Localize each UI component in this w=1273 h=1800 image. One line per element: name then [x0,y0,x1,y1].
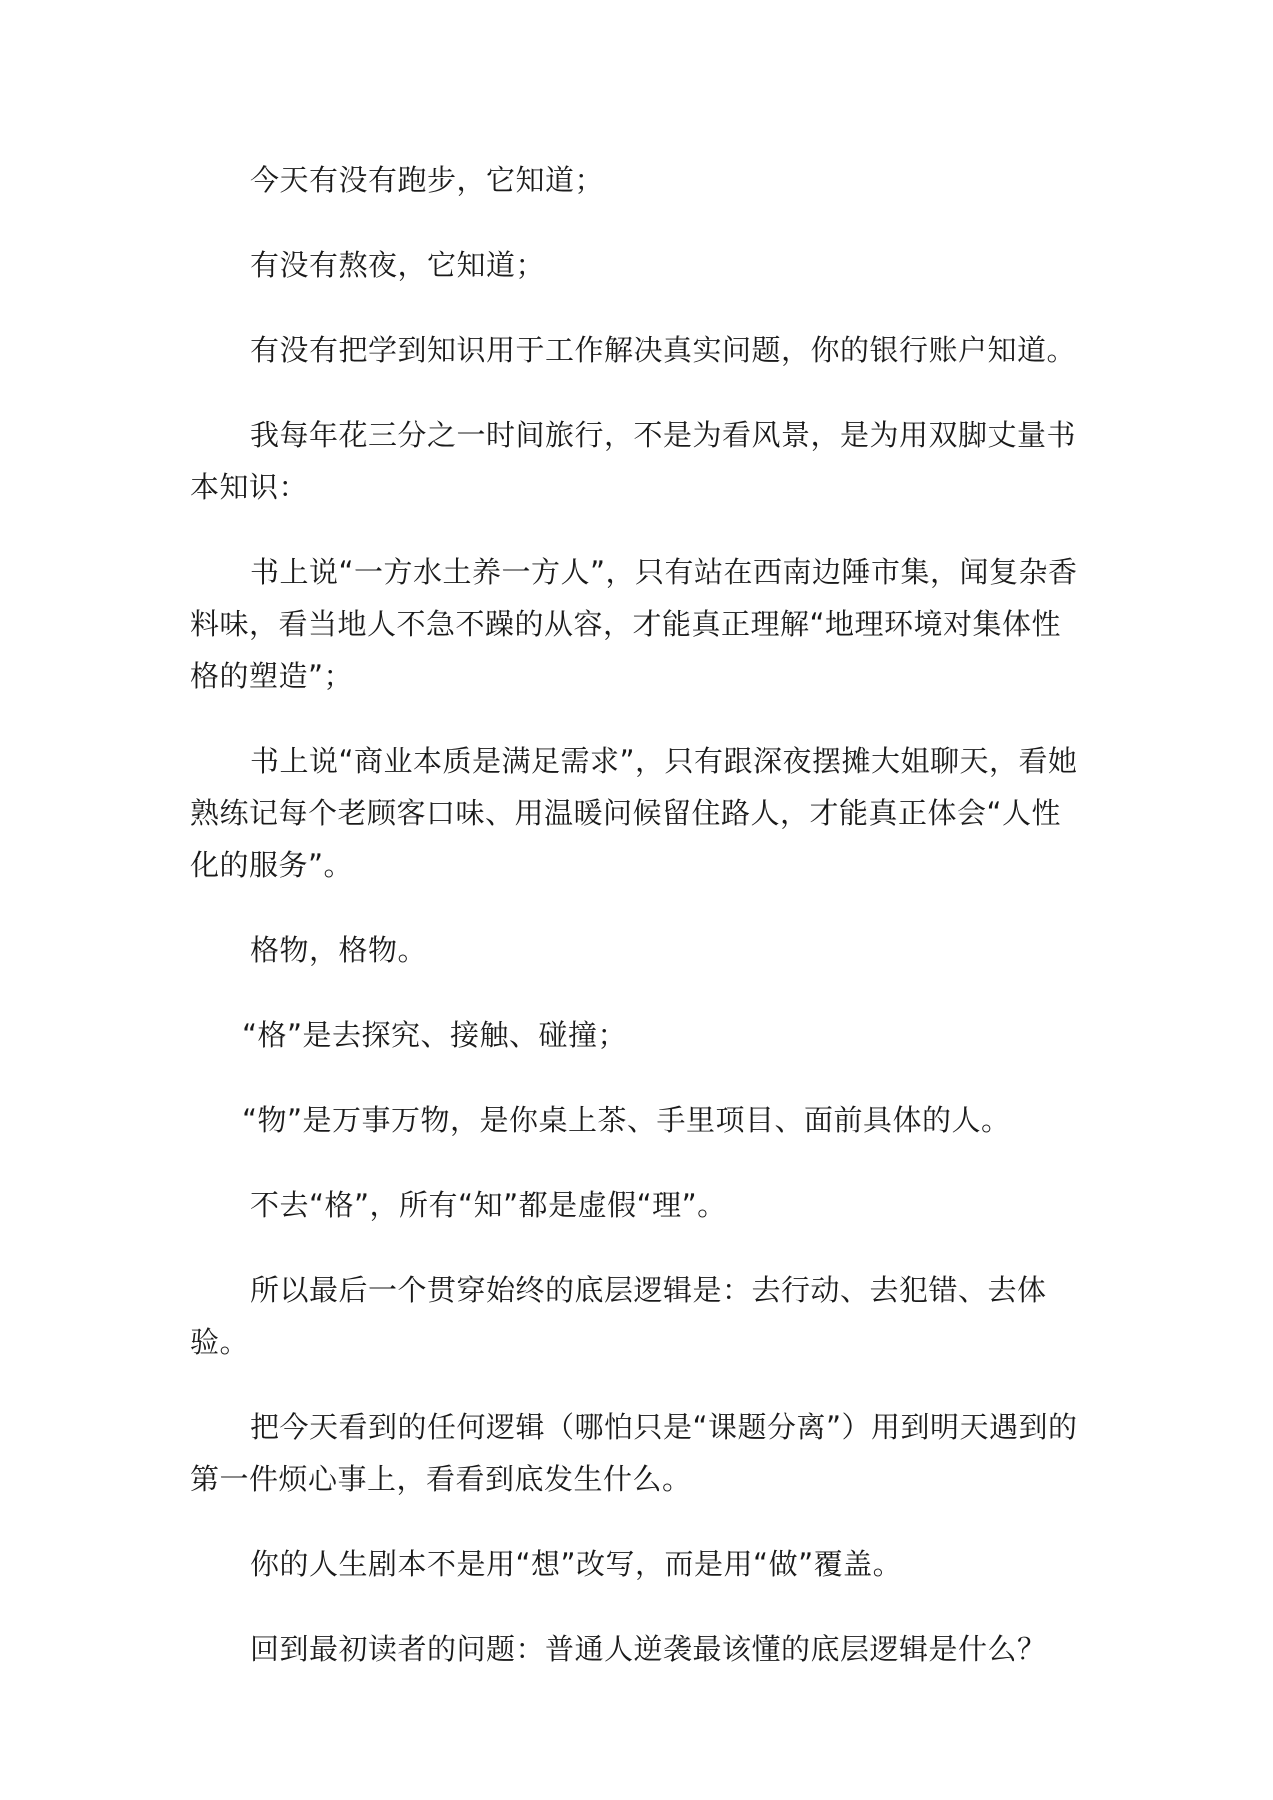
paragraph-11: 所以最后一个贯穿始终的底层逻辑是：去行动、去犯错、去体验。 [190,1273,1047,1359]
document-body [190,154,1080,1708]
paragraph-5: 书上说“一方水土养一方人”，只有站在西南边陲市集，闻复杂香料味，看当地人不急不躁的从容，才能真正理解“地理环境对集体性格的塑造”； [190,555,1078,693]
paragraph-6: 书上说“商业本质是满足需求”，只有跟深夜摆摊大姐聊天，看她熟练记每个老顾客口味、用温暖问候留住路人，才能真正体会“人性化的服务”。 [190,744,1078,882]
paragraph-2: 有没有熬夜，它知道； [250,248,546,282]
paragraph-14: 回到最初读者的问题：普通人逆袭最该懂的底层逻辑是什么？ [250,1632,1047,1666]
paragraph-10: 不去“格”，所有“知”都是虚假“理”。 [250,1188,727,1222]
paragraph-4: 我每年花三分之一时间旅行，不是为看风景，是为用双脚丈量书本知识： [190,418,1077,504]
paragraph-1: 今天有没有跑步，它知道； [250,163,605,197]
paragraph-3: 有没有把学到知识用于工作解决真实问题，你的银行账户知道。 [250,333,1077,367]
paragraph-7: 格物，格物。 [250,933,428,967]
paragraph-13: 你的人生剧本不是用“想”改写，而是用“做”覆盖。 [250,1547,903,1581]
paragraph-12: 把今天看到的任何逻辑（哪怕只是“课题分离”）用到明天遇到的第一件烦心事上，看看到底发生什么。 [190,1410,1078,1496]
paragraph-9: “物”是万事万物，是你桌上茶、手里项目、面前具体的人。 [242,1103,1011,1137]
paragraph-8: “格”是去探究、接触、碰撞； [242,1018,628,1052]
